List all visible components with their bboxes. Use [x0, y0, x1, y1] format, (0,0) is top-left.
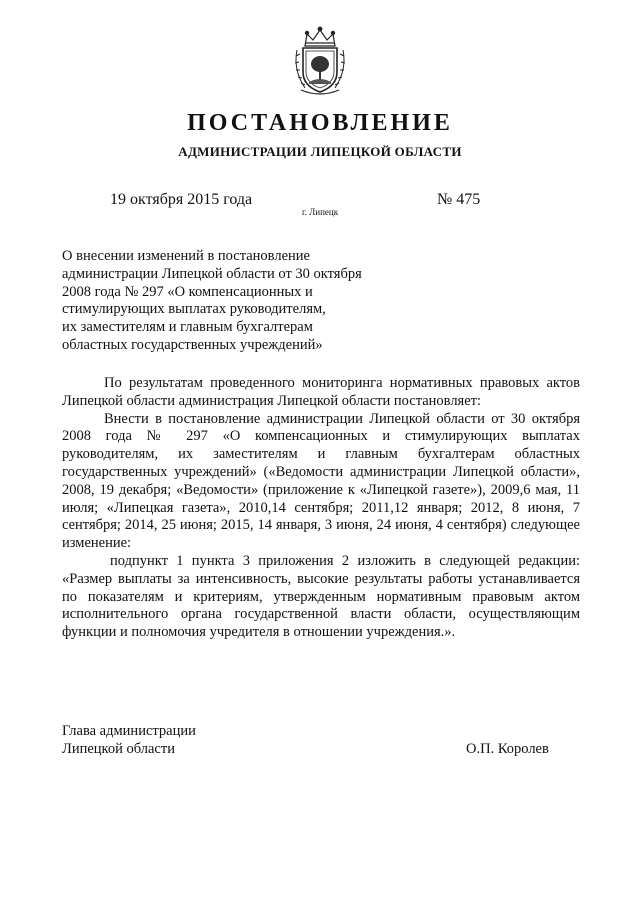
document-body: [62, 375, 580, 642]
coat-of-arms-emblem: [291, 26, 349, 96]
subject-line: администрации Липецкой области от 30 октября: [62, 265, 362, 282]
subject-line: их заместителям и главным бухгалтерам: [62, 319, 313, 336]
subject-line: О внесении изменений в постановление: [62, 248, 310, 264]
signatory-name: О.П. Королев: [466, 741, 549, 757]
intro-paragraph: По результатам проведенного мониторинга нормативных правовых актов Липецкой области администрация Липецкой области постановляет:: [62, 375, 580, 409]
subject-line: стимулирующих выплатах руководителям,: [62, 301, 326, 318]
subject-line: 2008 года № 297 «О компенсационных и: [62, 283, 313, 300]
document-subject: [62, 248, 402, 355]
document-date: 19 октября 2015 года: [110, 191, 253, 208]
position-line: Липецкой области: [62, 741, 175, 757]
document-title: ПОСТАНОВЛЕНИЕ: [187, 110, 453, 136]
document-number: № 475: [437, 191, 481, 208]
position-line: Глава администрации: [62, 723, 196, 739]
document-city: г. Липецк: [302, 207, 339, 217]
subject-line: областных государственных учреждений»: [62, 336, 323, 353]
signatory-position: [62, 722, 196, 758]
change-paragraph: Внести в постановление администрации Липецкой области от 30 октября 2008 года № 297 «О компенсационных и стимулирующих выплатах руководителям, их заместителям и главным бухгалтерам областных государственных учреждений» («Ведомости администрации Липецкой области», 2008, 19 декабря; «Ведомости» (приложение к «Липецкой газете»), 2009,6 мая, 11 июля; «Липецкая газета», 2010,14 сентября; 2011,12 января; 2012, 8 июня, 7 сентября; 2014, 25 июня; 2015, 14 января, 3 июня, 24 июня, 4 сентября) следующее изменение:: [62, 410, 580, 552]
document-subtitle: АДМИНИСТРАЦИИ ЛИПЕЦКОЙ ОБЛАСТИ: [178, 144, 462, 159]
amendment-paragraph: подпункт 1 пункта 3 приложения 2 изложить в следующей редакции: «Размер выплаты за интенсивность, высокие результаты работы устанавливается по показателям и критериям, утвержденным нормативным правовым актом исполнительного органа государственной власти области, осуществляющим функции и полномочия учредителя в отношении учреждения.».: [62, 552, 580, 641]
